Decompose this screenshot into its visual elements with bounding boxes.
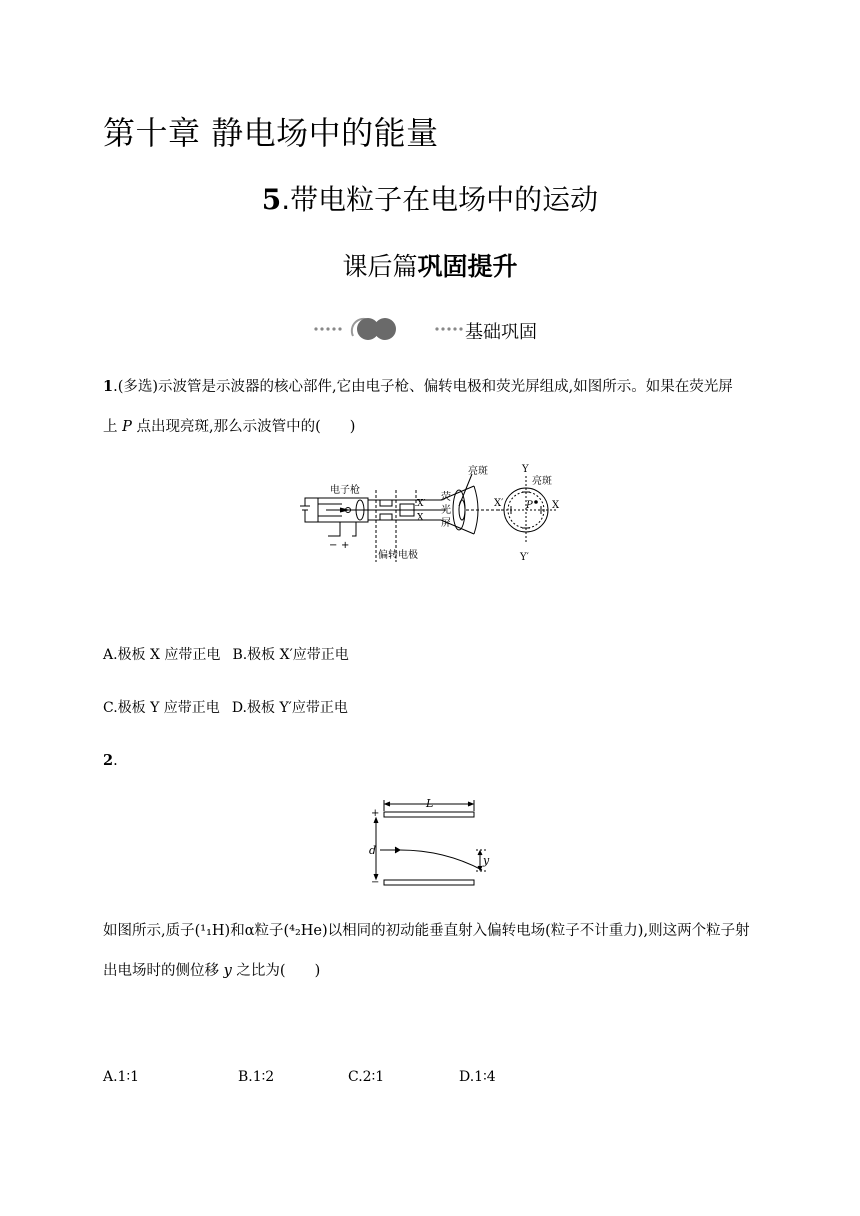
section-title	[0, 178, 860, 218]
q2-text2b: 之比为( )	[231, 963, 321, 979]
fig1-label-plus: +	[341, 540, 350, 551]
fig2-label-plus: +	[371, 808, 380, 819]
fig1-label-screen-2: 光	[441, 505, 451, 516]
q1-text2b: 点出现亮斑,那么示波管中的( )	[131, 419, 356, 435]
fig2-label-L: L	[426, 797, 434, 810]
q1-options-row2	[103, 697, 348, 717]
oscilloscope-tube-figure	[296, 462, 566, 562]
subheading	[0, 247, 860, 283]
q2-text2a: 出电场时的侧位移	[103, 963, 224, 979]
q1-point-p: P	[122, 419, 132, 435]
q1-option-a[interactable]: A.极板 X 应带正电	[103, 647, 221, 663]
fig1-label-spot1: 亮斑	[468, 466, 488, 477]
q1-number: 1	[103, 378, 114, 395]
fig2-label-d: d	[369, 844, 377, 857]
fig1-label-P: P	[526, 500, 533, 511]
fig1-label-gun: 电子枪	[330, 485, 360, 496]
q1-line2	[103, 417, 355, 437]
fig1-label-Y: Y	[522, 464, 529, 475]
q1-option-d[interactable]: D.极板 Y′应带正电	[231, 700, 348, 716]
q2-option-d[interactable]: D.1∶4	[459, 1069, 496, 1085]
q1-option-b[interactable]: B.极板 X′应带正电	[232, 647, 349, 663]
band-label: 基础巩固	[465, 322, 537, 343]
fig2-label-minus: −	[371, 877, 380, 888]
chapter-title: 第十章 静电场中的能量	[103, 114, 439, 152]
fig1-label-spot2: 亮斑	[532, 476, 552, 487]
q2-option-b[interactable]: B.1∶2	[238, 1069, 275, 1085]
fig1-label-screen-1: 荧	[441, 492, 451, 503]
q2-dot: .	[113, 753, 118, 769]
q2-option-c[interactable]: C.2∶1	[348, 1069, 385, 1085]
deflection-field-figure	[364, 796, 494, 890]
q2-number: 2	[103, 752, 114, 769]
fig1-label-plate-X: X	[417, 513, 424, 523]
fig1-label-plate-Xp: X′	[417, 499, 426, 509]
q2-line2	[103, 961, 320, 981]
section-title-text: .带电粒子在电场中的运动	[281, 183, 599, 216]
fig1-label-screen-3: 屏	[441, 518, 451, 529]
fig1-label-Yp: Y′	[520, 552, 529, 562]
subheading-normal: 课后篇	[342, 252, 418, 281]
q2-line1: 如图所示,质子(¹₁H)和α粒子(⁴₂He)以相同的初动能垂直射入偏转电场(粒子不计重力),则这两个粒子射	[103, 923, 750, 939]
fig1-label-X: X	[552, 500, 560, 511]
fig1-label-Xp: X′	[494, 498, 504, 509]
q1-options-row1	[103, 644, 349, 664]
fig1-label-minus: −	[329, 540, 338, 551]
section-number: 5	[261, 183, 282, 216]
q2-option-a[interactable]: A.1∶1	[103, 1069, 140, 1085]
subheading-bold: 巩固提升	[417, 252, 518, 281]
q2-var-y: y	[223, 963, 232, 979]
fig1-label-electrodes: 偏转电极	[378, 550, 418, 561]
q2-number-line	[103, 751, 118, 771]
q1-line1	[103, 377, 733, 397]
q1-option-c[interactable]: C.极板 Y 应带正电	[103, 700, 220, 716]
q1-text1: .(多选)示波管是示波器的核心部件,它由电子枪、偏转电极和荧光屏组成,如图所示。如果在荧光屏	[113, 379, 733, 395]
fig2-label-y: y	[483, 854, 490, 867]
q1-text2a: 上	[103, 419, 123, 435]
